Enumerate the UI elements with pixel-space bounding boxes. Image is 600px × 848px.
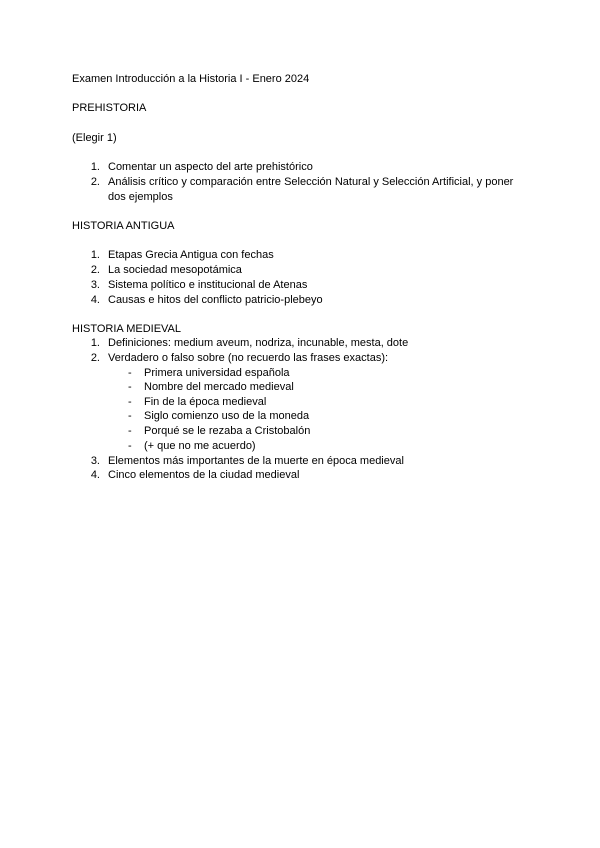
list-item-number: 2. [90,352,100,364]
list-item-text-continued: dos ejemplos [108,191,173,203]
section-heading-antigua: HISTORIA ANTIGUA [72,220,175,232]
list-item-number: 1. [90,249,100,261]
list-item-number: 3. [90,279,100,291]
document-title: Examen Introducción a la Historia I - Enero 2024 [72,73,310,85]
section-note-prehistoria: (Elegir 1) [72,132,117,144]
sub-list-text: Nombre del mercado medieval [144,381,294,393]
section-heading-medieval: HISTORIA MEDIEVAL [72,323,182,335]
list-item-text: Análisis crítico y comparación entre Selección Natural y Selección Artificial, y poner [108,176,514,188]
sub-list-dash: - [128,381,132,393]
list-item-text: Elementos más importantes de la muerte en época medieval [108,455,404,467]
list-item-text: Comentar un aspecto del arte prehistórico [108,161,313,173]
sub-list-text: Fin de la época medieval [144,396,267,408]
sub-list-dash: - [128,425,132,437]
list-item-number: 4. [90,294,100,306]
sub-list-dash: - [128,396,132,408]
sub-list-dash: - [128,410,132,422]
list-item-number: 4. [90,469,100,481]
section-heading-prehistoria: PREHISTORIA [72,102,147,114]
list-item-text: La sociedad mesopotámica [108,264,242,276]
sub-list-text: Siglo comienzo uso de la moneda [144,410,310,422]
list-item-text: Verdadero o falso sobre (no recuerdo las frases exactas): [108,352,389,364]
list-item-number: 1. [90,337,100,349]
sub-list-text: Porqué se le rezaba a Cristobalón [144,425,311,437]
list-item-text: Causas e hitos del conflicto patricio-plebeyo [108,294,323,306]
list-item-number: 2. [90,264,100,276]
sub-list-text: Primera universidad española [144,367,290,379]
sub-list-dash: - [128,367,132,379]
list-item-text: Etapas Grecia Antigua con fechas [108,249,274,261]
list-item-number: 1. [90,161,100,173]
list-item-text: Cinco elementos de la ciudad medieval [108,469,300,481]
list-item-text: Sistema político e institucional de Atenas [108,279,308,291]
sub-list-dash: - [128,440,132,452]
list-item-number: 3. [90,455,100,467]
list-item-number: 2. [90,176,100,188]
list-item-text: Definiciones: medium aveum, nodriza, incunable, mesta, dote [108,337,409,349]
sub-list-text: (+ que no me acuerdo) [144,440,256,452]
